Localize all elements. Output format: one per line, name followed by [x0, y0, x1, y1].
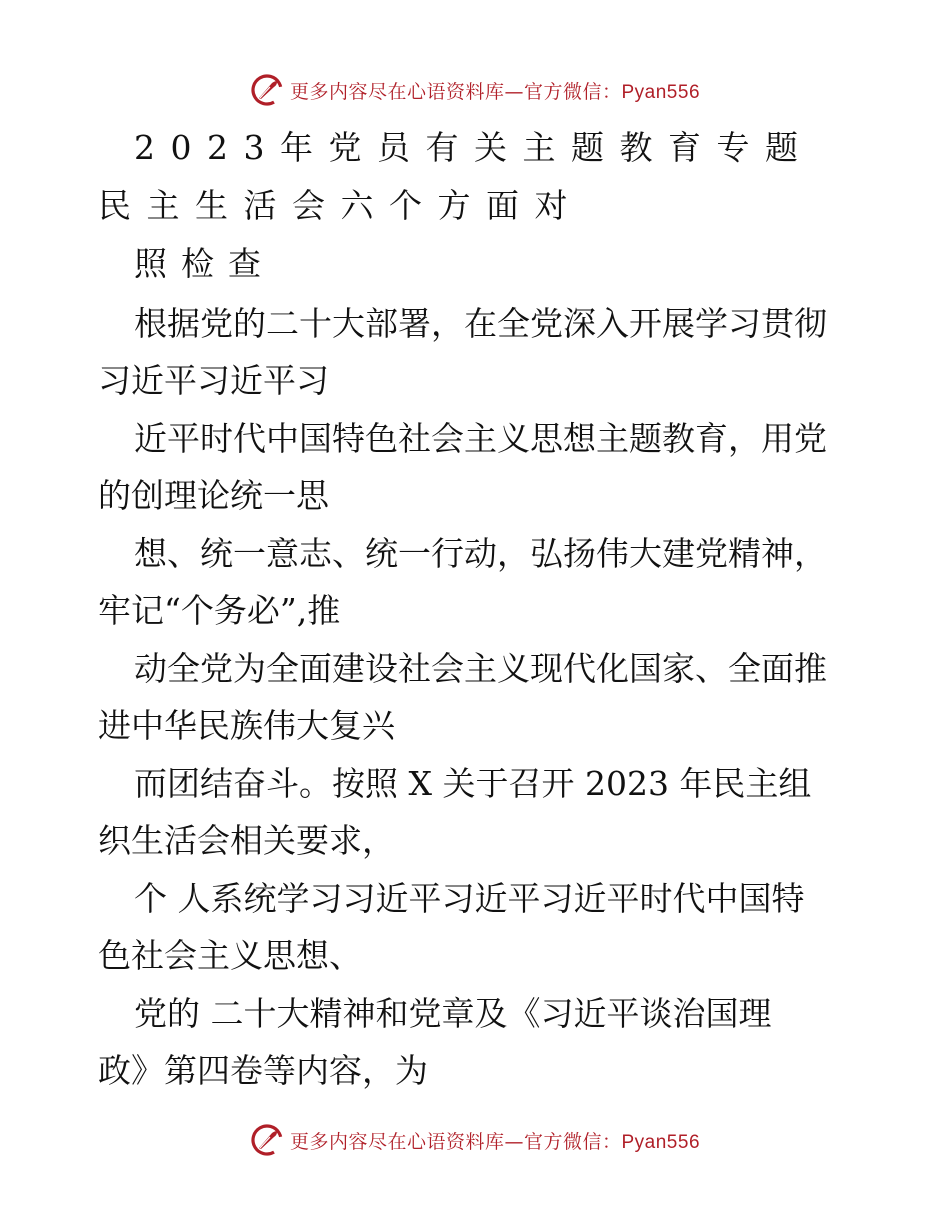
- wechat-id: Pyan556: [621, 81, 701, 103]
- paragraph-line: 而团结奋斗。按照 X 关于召开 2023 年民主组: [134, 764, 812, 803]
- paragraph-line: 近平时代中国特色社会主义思想主题教育，用党: [134, 419, 827, 458]
- title-line-3: 照检查: [134, 244, 275, 283]
- paragraph-line: 牢记“个务必”,推: [98, 591, 341, 630]
- quill-pen-circle-icon: [250, 73, 284, 107]
- paragraph-line: 根据党的二十大部署，在全党深入开展学习贯彻: [134, 304, 827, 343]
- quill-pen-circle-icon: [250, 1123, 284, 1157]
- paragraph-line: 党的 二十大精神和党章及《习近平谈治国理: [134, 994, 772, 1033]
- wechat-id: Pyan556: [621, 1131, 701, 1153]
- paragraph-line: 织生活会相关要求，: [98, 821, 395, 860]
- banner-text: 更多内容尽在心语资料库—官方微信：Pyan556: [289, 1130, 701, 1153]
- paragraph-line: 色社会主义思想、: [98, 936, 362, 975]
- title-line-1: 2023年党员有关主题教育专题: [134, 128, 814, 167]
- banner-text: 更多内容尽在心语资料库—官方微信：Pyan556: [289, 80, 701, 103]
- paragraph-line: 想、统一意志、统一行动，弘扬伟大建党精神，: [134, 534, 827, 573]
- paragraph-line: 动全党为全面建设社会主义现代化国家、全面推: [134, 649, 827, 688]
- paragraph-line: 的创理论统一思: [98, 476, 329, 515]
- paragraph-line: 个 人系统学习习近平习近平习近平时代中国特: [134, 879, 805, 918]
- paragraph-line: 进中华民族伟大复兴: [98, 706, 395, 745]
- paragraph-line: 习近平习近平习: [98, 361, 329, 400]
- footer-banner: [0, 1120, 950, 1160]
- title-line-2: 民主生活会六个方面对: [98, 186, 583, 225]
- paragraph-line: 政》第四卷等内容，为: [98, 1051, 428, 1090]
- header-banner: [0, 70, 950, 110]
